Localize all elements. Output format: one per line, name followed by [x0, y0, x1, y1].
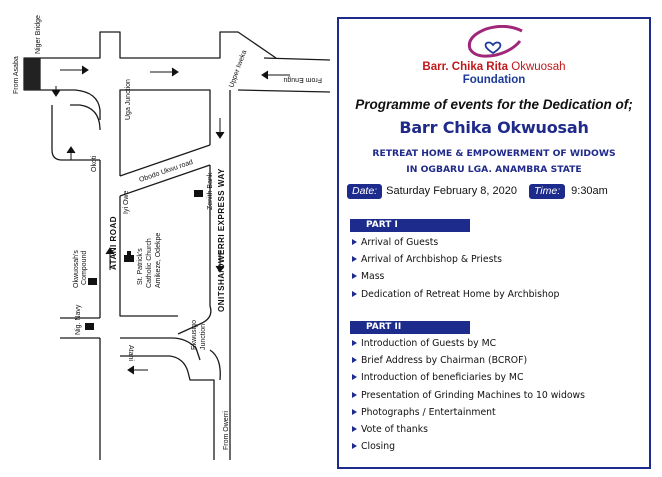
list-item: Mass: [352, 268, 559, 285]
list-item: Closing: [352, 438, 585, 455]
bullet-icon: [352, 374, 357, 380]
list-item: Arrival of Guests: [352, 234, 559, 251]
programme-title: Programme of events for the Dedication of;: [355, 97, 633, 112]
compound-icon: [88, 278, 97, 285]
bullet-icon: [352, 273, 357, 279]
label-obodo-ukwu: Obodo Ukwu road: [138, 158, 194, 184]
label-ekwusigo-1: Ekwusigo: [191, 320, 198, 350]
subject-line-1: RETREAT HOME & EMPOWERMENT OF WIDOWS: [372, 148, 616, 159]
bullet-icon: [352, 239, 357, 245]
part2-header: PART II: [350, 321, 470, 334]
navy-icon: [85, 323, 94, 330]
logo-name-last: Okwuosah: [511, 61, 566, 73]
honoree-name: Barr Chika Okwuosah: [399, 118, 589, 137]
list-item: Introduction of Guests by MC: [352, 335, 585, 352]
label-church-1: St. Patrick's: [137, 248, 144, 285]
logo-name-first: Barr. Chika Rita: [422, 61, 509, 73]
bullet-icon: [352, 357, 357, 363]
date-value: Saturday February 8, 2020: [386, 185, 517, 197]
list-item: Dedication of Retreat Home by Archbishop: [352, 286, 559, 303]
part2-list: [352, 335, 585, 455]
label-from-owerri: From Owerri: [223, 411, 230, 450]
label-expressway: ONITSHA/OWERRI EXPRESS WAY: [217, 168, 226, 312]
label-upper-iweka: Upper Iweka: [228, 49, 249, 89]
heart-logo-icon: [460, 25, 528, 61]
label-atani-road: ATANI ROAD: [109, 215, 118, 270]
list-item: Brief Address by Chairman (BCROF): [352, 352, 585, 369]
list-item: Photographs / Entertainment: [352, 404, 585, 421]
label-church-3: Amikeze, Odekpe: [155, 232, 162, 288]
label-zenith-bank: Zenith Bank: [207, 172, 214, 210]
church-icon: [124, 251, 134, 262]
label-niger-bridge: Niger Bridge: [35, 15, 42, 54]
label-uga-junction: Uga Junction: [125, 79, 132, 120]
bullet-icon: [352, 340, 357, 346]
list-item: Introduction of beneficiaries by MC: [352, 369, 585, 386]
subject-line-2: IN OGBARU LGA. ANAMBRA STATE: [406, 164, 582, 175]
label-okoti: Okoti: [91, 155, 98, 172]
time-label: Time:: [529, 184, 565, 199]
list-item: Presentation of Grinding Machines to 10 widows: [352, 387, 585, 404]
event-subject: [339, 146, 649, 178]
label-church-2: Catholic Church: [146, 238, 153, 288]
date-time-row: [347, 184, 647, 200]
bullet-icon: [352, 443, 357, 449]
bullet-icon: [352, 409, 357, 415]
label-compound-2: Compound: [81, 250, 88, 285]
niger-bridge: [24, 58, 40, 90]
label-from-enugu: From Enugu: [283, 76, 322, 83]
bullet-icon: [352, 256, 357, 262]
label-from-asaba: From Asaba: [13, 56, 20, 94]
label-compound-1: Okwuosah's: [73, 250, 80, 288]
date-label: Date:: [347, 184, 382, 199]
label-nig-navy: Nig. Navy: [75, 304, 82, 335]
bullet-icon: [352, 426, 357, 432]
bank-icon: [194, 190, 203, 197]
list-item: Vote of thanks: [352, 421, 585, 438]
programme-card: [337, 17, 651, 469]
part1-header: PART I: [350, 219, 470, 232]
logo-foundation: Foundation: [462, 74, 526, 86]
foundation-logo: [339, 25, 649, 87]
logo-name: [339, 61, 649, 74]
time-value: 9:30am: [571, 185, 608, 197]
part1-list: [352, 234, 559, 303]
enugu-road: [238, 90, 330, 92]
bullet-icon: [352, 291, 357, 297]
label-atani: Atani: [127, 345, 134, 361]
list-item: Arrival of Archbishop & Priests: [352, 251, 559, 268]
label-ekwusigo-2: Junction: [200, 323, 207, 350]
label-iyi-owe: Iyi Owe: [123, 190, 130, 214]
bullet-icon: [352, 392, 357, 398]
